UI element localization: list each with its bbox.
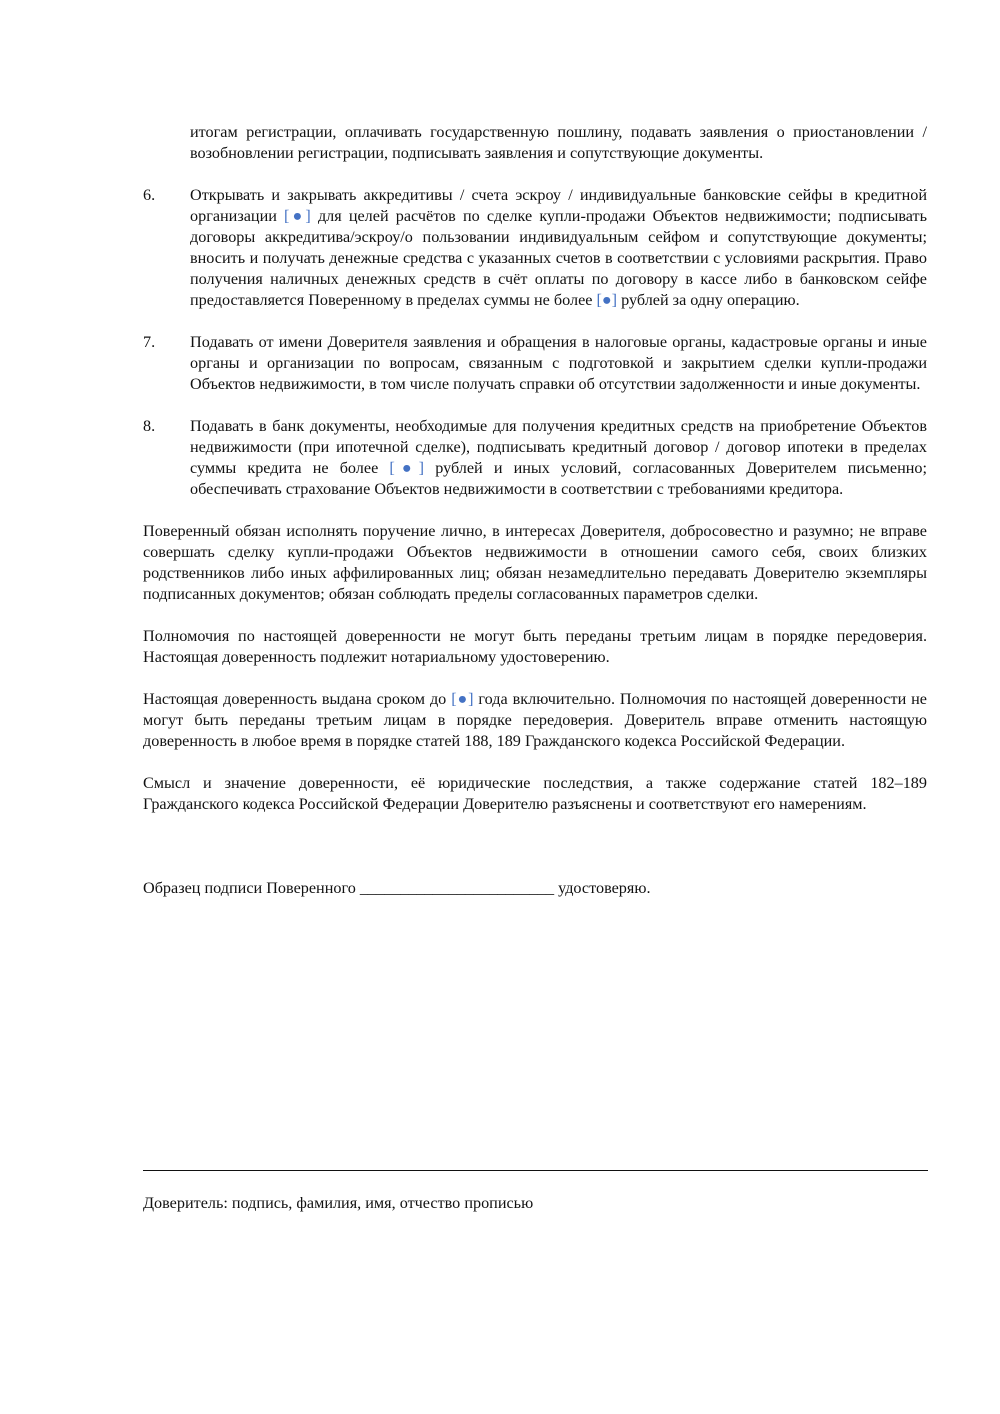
placeholder-marker: [●] <box>451 690 474 708</box>
signature-sample-line: Образец подписи Поверенного ________________________ удостоверяю. <box>143 879 651 897</box>
continuation-paragraph: итогам регистрации, оплачивать государственную пошлину, подавать заявления о приостановлении / возобновлении регистрации, подписывать заявления и сопутствующие документы. <box>190 123 927 162</box>
text-segment: рублей за одну операцию. <box>617 291 800 309</box>
item-number: 8. <box>143 417 156 435</box>
item-number: 7. <box>143 333 156 351</box>
list-item-8 <box>143 416 927 500</box>
signature-rule <box>143 1170 928 1171</box>
item-text <box>190 416 927 500</box>
explanation-paragraph <box>143 773 927 815</box>
text-segment: Подавать в банк документы, необходимые для получения кредитных средств на приобретение Объектов недвижимости (при ипотечной сделке), подписывать кредитный договор / договор ипотеки в пределах суммы кредита не более <box>190 417 927 477</box>
placeholder-marker: [●] <box>596 291 618 309</box>
term-paragraph <box>143 689 927 752</box>
document-page <box>143 122 927 899</box>
text-segment: рублей и иных условий, согласованных Доверителем письменно; обеспечивать страхование Объектов недвижимости в соответствии с требованиями кредитора. <box>190 459 927 498</box>
grantor-signature-caption: Доверитель: подпись, фамилия, имя, отчество прописью <box>143 1194 534 1212</box>
item-text <box>190 185 927 311</box>
placeholder-marker: [●] <box>284 207 311 225</box>
text-segment: Открывать и закрывать аккредитивы / счета эскроу / индивидуальные банковские сейфы в кредитной организации <box>190 186 927 225</box>
obligations-paragraph <box>143 521 927 605</box>
text-segment: Полномочия по настоящей доверенности не могут быть переданы третьим лицам в порядке передоверия. Настоящая доверенность подлежит нотариальному удостоверению. <box>143 627 927 666</box>
item-text <box>190 332 927 395</box>
list-item-6 <box>143 185 927 311</box>
no-substitution-paragraph <box>143 626 927 668</box>
list-item-7 <box>143 332 927 395</box>
text-segment: Подавать от имени Доверителя заявления и обращения в налоговые органы, кадастровые органы и иные органы и организации по вопросам, связанным с подготовкой и закрытием сделки купли-продажи Объектов недвижимости, в том числе получать справки об отсутствии задолженности и иные документы. <box>190 333 927 393</box>
text-segment: Смысл и значение доверенности, её юридические последствия, а также содержание статей 182–189 Гражданского кодекса Российской Федерации Доверителю разъяснены и соответствуют его намерениям. <box>143 774 927 813</box>
text-segment: Настоящая доверенность выдана сроком до <box>143 690 452 708</box>
item-number: 6. <box>143 186 156 204</box>
placeholder-marker: [●] <box>389 459 425 477</box>
text-segment: года включительно. Полномочия по настоящей доверенности не могут быть переданы третьим лицам в порядке передоверия. Доверитель вправе отменить настоящую доверенность в любое время в порядке статей 188, 189 Гражданского кодекса Российской Федерации. <box>143 690 927 750</box>
text-segment: для целей расчётов по сделке купли-продажи Объектов недвижимости; подписывать договоры аккредитива/эскроу/о пользовании индивидуальным сейфом и сопутствующие документы; вносить и получать денежные средства с указанных счетов в соответствии с условиями раскрытия. Право получения наличных денежных средств в счёт оплаты по договору в кассе либо в банковском сейфе предоставляется Поверенному в пределах суммы не более <box>190 207 927 309</box>
text-segment: Поверенный обязан исполнять поручение лично, в интересах Доверителя, добросовестно и разумно; не вправе совершать сделку купли-продажи Объектов недвижимости в отношении самого себя, своих близких родственников либо иных аффилированных лиц; обязан незамедлительно передавать Доверителю экземпляры подписанных документов; обязан соблюдать пределы согласованных параметров сделки. <box>143 522 927 603</box>
